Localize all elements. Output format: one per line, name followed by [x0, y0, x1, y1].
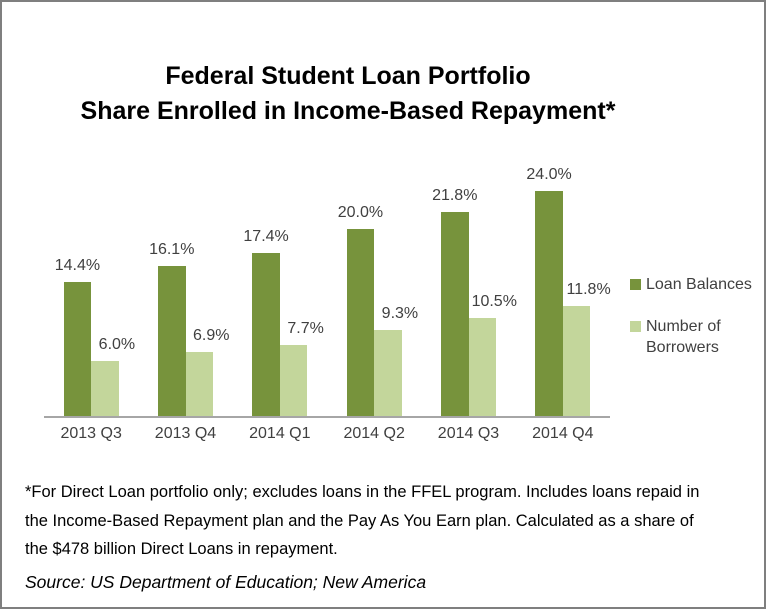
x-tick-label-2013-q4: 2013 Q4	[154, 425, 217, 442]
value-label-number-of-borrowers-2013-q3: 6.0%	[98, 336, 136, 353]
bar-loan-balances-2014-q2	[347, 229, 375, 417]
value-label-number-of-borrowers-2014-q2: 9.3%	[381, 305, 419, 322]
footnote	[25, 478, 699, 564]
value-label-number-of-borrowers-2014-q4: 11.8%	[566, 281, 611, 298]
value-label-loan-balances-2014-q4: 24.0%	[526, 166, 572, 183]
bar-number-of-borrowers-2014-q2	[374, 330, 402, 417]
value-label-loan-balances-2014-q3: 21.8%	[432, 187, 478, 204]
value-label-number-of-borrowers-2013-q4: 6.9%	[193, 327, 230, 344]
value-label-loan-balances-2014-q2: 20.0%	[337, 204, 384, 221]
legend-label	[646, 274, 752, 295]
legend-label-line: Borrowers	[646, 339, 719, 356]
x-tick-label-2014-q3: 2014 Q3	[437, 425, 500, 442]
bar-number-of-borrowers-2013-q3	[91, 361, 119, 417]
value-label-loan-balances-2014-q1: 17.4%	[243, 228, 289, 245]
value-label-loan-balances-2013-q3: 14.4%	[54, 257, 101, 274]
value-label-loan-balances-2013-q4: 16.1%	[149, 241, 195, 258]
source-note: Source: US Department of Education; New America	[25, 572, 427, 592]
chart-title-line2: Share Enrolled in Income-Based Repayment*	[80, 97, 616, 125]
bar-number-of-borrowers-2013-q4	[186, 352, 214, 417]
bar-number-of-borrowers-2014-q3	[469, 318, 497, 417]
legend-label-line: Number of	[646, 318, 721, 335]
footnote-line: *For Direct Loan portfolio only; excludes loans in the FFEL program. Includes loans repaid in	[25, 483, 700, 501]
footnote-line: the Income-Based Repayment plan and the Pay As You Earn plan. Calculated as a share of	[25, 511, 694, 530]
x-axis-line	[44, 416, 610, 418]
value-label-number-of-borrowers-2014-q3: 10.5%	[471, 293, 517, 310]
footnote-line: the $478 billion Direct Loans in repayment.	[25, 540, 338, 558]
bar-number-of-borrowers-2014-q4	[563, 306, 591, 417]
bar-number-of-borrowers-2014-q1	[280, 345, 308, 417]
bar-loan-balances-2014-q4	[535, 191, 563, 417]
x-tick-label-2013-q3: 2013 Q3	[60, 425, 122, 442]
x-tick-label-2014-q1: 2014 Q1	[249, 425, 311, 442]
chart-title-line1: Federal Student Loan Portfolio	[165, 62, 531, 90]
legend-item-loan-balances	[630, 274, 752, 295]
value-label-number-of-borrowers-2014-q1: 7.7%	[287, 320, 324, 337]
legend	[630, 274, 752, 358]
bar-loan-balances-2014-q3	[441, 212, 469, 417]
legend-label	[646, 316, 721, 358]
x-tick-label-2014-q4: 2014 Q4	[532, 425, 594, 442]
x-tick-label-2014-q2: 2014 Q2	[343, 425, 405, 442]
legend-item-number-of-borrowers	[630, 316, 752, 358]
legend-swatch-icon	[630, 279, 641, 290]
legend-label-line: Loan Balances	[646, 276, 752, 293]
legend-swatch-icon	[630, 321, 641, 332]
